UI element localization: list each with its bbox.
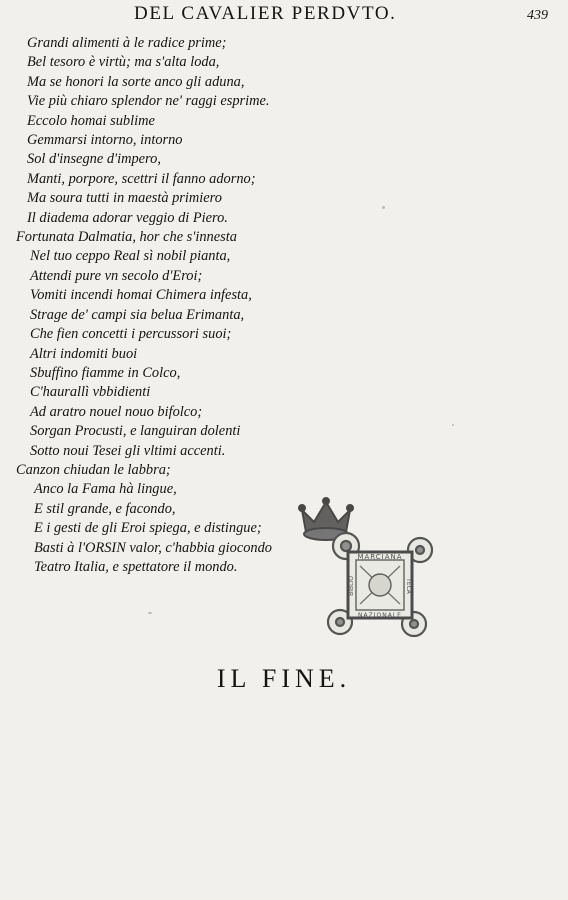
poem-line: Che fien concetti i percussori suoi; [30,326,232,343]
poem-line: Grandi alimenti à le radice prime; [27,35,227,51]
running-head: DEL CAVALIER PERDVTO. [134,3,397,24]
poem-line: Eccolo homai sublime [27,112,155,129]
svg-text:MARCIANA: MARCIANA [357,553,403,561]
poem-line: Manti, porpore, scettri il fanno adorno; [27,170,256,187]
svg-text:TECA: TECA [405,578,412,594]
poem-line: Sotto noui Tesei gli vltimi accenti. [30,442,226,459]
poem-line: Sol d'insegne d'impero, [27,151,161,168]
poem-line: Anco la Fama hà lingue, [34,481,177,498]
poem-line: Sbuffino fiamme in Colco, [30,364,181,381]
page-number: 439 [527,8,548,23]
svg-text:BIBLIO: BIBLIO [348,576,355,596]
poem-line: Altri indomiti buoi [30,345,138,362]
poem-line: Teatro Italia, e spettatore il mondo. [34,558,238,575]
poem-line: Sorgan Procusti, e languiran dolenti [30,423,241,440]
poem-line: Il diadema adorar veggio di Piero. [27,209,228,226]
svg-text:NAZIONALE: NAZIONALE [358,612,402,619]
poem-line: Gemmarsi intorno, intorno [27,132,183,149]
poem-line: Vomiti incendi homai Chimera infesta, [30,287,252,304]
poem-line: Ma se honori la sorte anco gli aduna, [27,73,245,90]
colophon: IL FINE. [216,664,352,693]
poem-line: Strage de' campi sia belua Erimanta, [30,306,245,323]
library-stamp [296,496,436,642]
poem-line: Basti à l'ORSIN valor, c'habbia giocondo [34,539,272,556]
paper-speck [148,612,152,614]
poem-line: Vie più chiaro splendor ne' raggi esprime. [27,93,270,110]
paper-speck [452,424,454,426]
poem-line: Nel tuo ceppo Real sì nobil pianta, [30,248,231,265]
poem-text [16,34,272,577]
poem-line: E stil grande, e facondo, [34,500,176,517]
paper-speck [382,206,385,209]
poem-line: C'haurallì vbbidienti [30,384,151,401]
poem-line: Ad aratro nouel nouo bifolco; [30,403,203,420]
poem-line: Bel tesoro è virtù; ma s'alta loda, [27,54,220,71]
poem-line: Canzon chiudan le labbra; [16,461,171,478]
poem-line: Attendi pure vn secolo d'Eroi; [30,267,203,284]
poem-line: Fortunata Dalmatia, hor che s'innesta [16,229,237,246]
poem-line: E i gesti de gli Eroi spiega, e distingue; [34,520,262,537]
poem-line: Ma soura tutti in maestà primiero [27,190,222,207]
